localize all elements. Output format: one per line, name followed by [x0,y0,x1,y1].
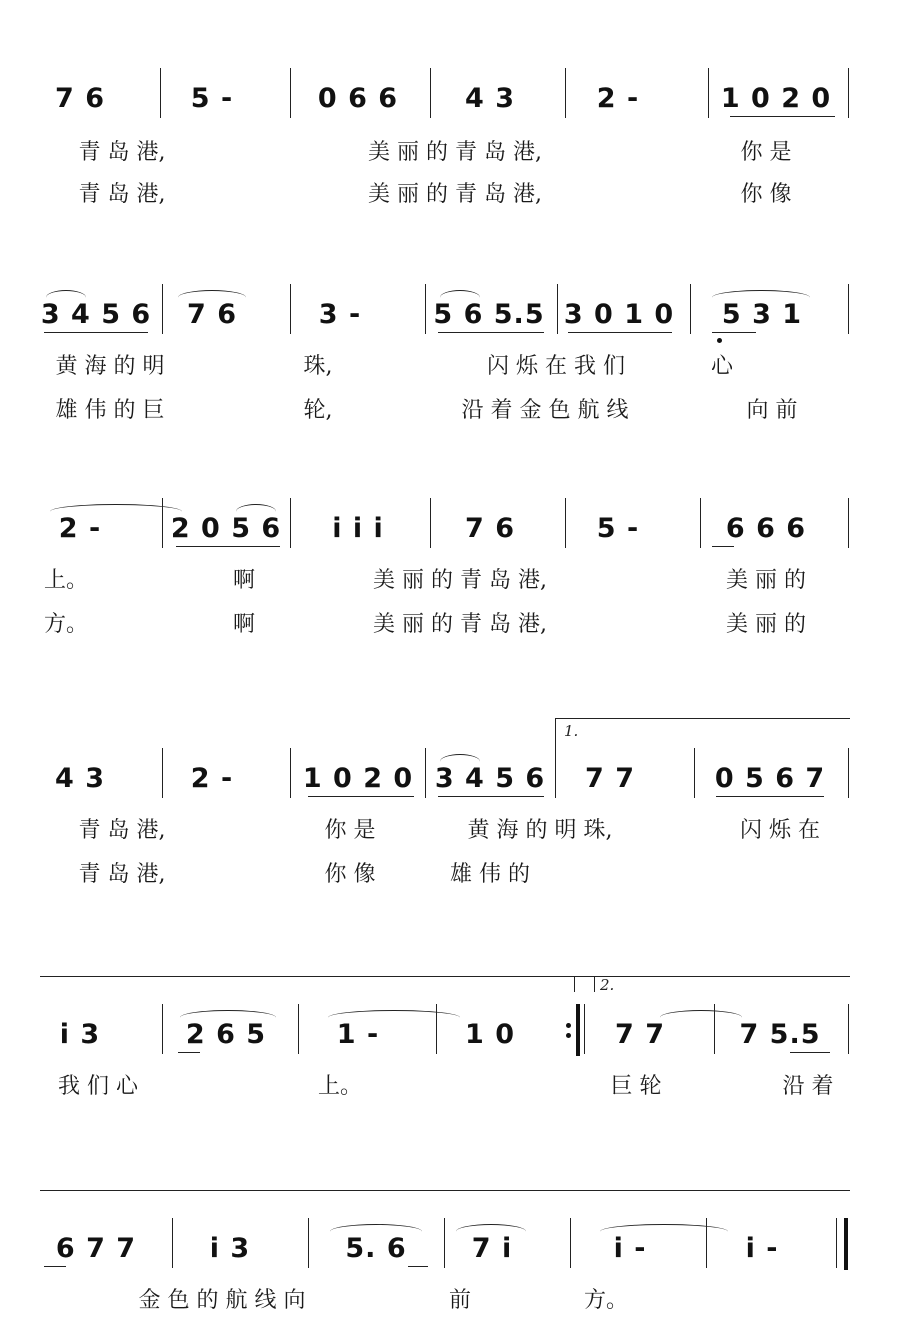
lyric-verse1: 我 们 心 [58,1074,138,1099]
score-system-6 [0,1232,900,1337]
measure-note: 3 - [318,299,362,330]
score-system-3 [0,512,900,726]
measure-note: 7 7 [585,763,635,794]
bar-line [700,498,701,548]
beam-underline [44,332,148,333]
lyric-verse2: 你 像 [324,862,376,887]
lyric-verse1: 美 丽 的 青 岛 港, [373,568,547,593]
bar-line [162,1004,163,1054]
measure-note: 6 6 6 [725,513,807,544]
beam-underline [44,1266,66,1267]
bar-line [298,1004,299,1054]
volta-bracket-line [555,718,850,719]
score-system-1 [0,82,900,296]
lyric-verse1: 啊 [232,568,256,593]
score-system-4 [0,722,900,976]
bar-line [690,284,691,334]
lyric-verse2: 青 岛 港, [78,862,166,887]
bar-line [570,1218,571,1268]
volta-bracket-hook [574,976,575,992]
bar-line [290,284,291,334]
bar-line [848,284,849,334]
measure-note: 7 6 [465,513,515,544]
lyric-verse2: 美 丽 的 青 岛 港, [373,612,547,637]
lyric-verse1: 你 是 [740,140,792,165]
lyric-verse1: 心 [710,354,734,379]
measure-note: i - [745,1233,779,1264]
lyric-verse1: 你 是 [324,818,376,843]
lyric-verse1: 方。 [583,1288,629,1313]
measure-note: 3 4 5 6 [40,299,152,330]
bar-line [430,498,431,548]
lyric-verse2: 美 丽 的 青 岛 港, [368,182,542,207]
measure-note: 0 5 6 7 [714,763,826,794]
bar-line [848,498,849,548]
beam-underline [730,116,835,117]
beam-underline [716,796,824,797]
measure-note: 7 5.5 [739,1019,821,1050]
beam-underline [178,1052,200,1053]
volta-label: 1. [564,722,579,740]
bar-line [290,748,291,798]
bar-line [565,68,566,118]
bar-line [308,1218,309,1268]
lyric-verse1: 上。 [317,1074,363,1099]
lyric-verse2: 向 前 [746,398,798,423]
bar-line [162,748,163,798]
lyric-verse2: 雄 伟 的 [450,862,530,887]
bar-line [160,68,161,118]
beam-underline [176,546,280,547]
measure-note: 3 4 5 6 [434,763,546,794]
lyric-verse2: 雄 伟 的 巨 [55,398,165,423]
beam-underline [438,332,544,333]
repeat-barline [576,1004,580,1056]
lyric-verse2: 青 岛 港, [78,182,166,207]
measure-note: i 3 [59,1019,101,1050]
beam-underline [408,1266,428,1267]
lyric-verse2: 方。 [43,612,89,637]
bar-line [557,284,558,334]
lyric-verse1: 珠, [303,354,333,379]
lyric-verse1: 美 丽 的 [726,568,806,593]
measure-note: 7 7 [615,1019,665,1050]
bar-line [584,1004,585,1054]
bar-line [555,748,556,798]
bar-line [444,1218,445,1268]
measure-note: 1 0 2 0 [302,763,414,794]
lyric-verse2: 轮, [303,398,333,423]
lyric-verse1: 美 丽 的 青 岛 港, [368,140,542,165]
lyric-verse1: 金 色 的 航 线 向 [138,1288,306,1313]
lyric-verse1: 闪 烁 在 我 们 [487,354,625,379]
bar-line [848,748,849,798]
measure-note: 6 7 7 [55,1233,137,1264]
measure-note: 7 i [471,1233,513,1264]
volta-bracket-hook [594,976,595,992]
beam-underline [790,1052,830,1053]
staff-rule [40,1190,850,1191]
volta-bracket-hook [555,718,556,750]
lyric-verse2: 美 丽 的 [726,612,806,637]
measure-note: 5 6 5.5 [433,299,545,330]
bar-line [162,498,163,548]
lyric-verse1: 上。 [43,568,89,593]
lyric-verse1: 闪 烁 在 [740,818,820,843]
measure-note: 5 - [190,83,234,114]
low-octave-dot [717,338,722,343]
measure-note: 3 0 1 0 [563,299,675,330]
beam-underline [568,332,672,333]
lyric-verse1: 黄 海 的 明 珠, [467,818,613,843]
beam-underline [438,796,544,797]
measure-note: 2 - [190,763,234,794]
lyric-verse1: 青 岛 港, [78,140,166,165]
beam-underline [308,796,414,797]
lyric-verse1: 黄 海 的 明 [55,354,165,379]
tie [660,1010,742,1025]
beam-underline [712,332,756,333]
measure-note: 1 0 2 0 [720,83,832,114]
measure-note: 7 6 [187,299,237,330]
measure-note: i 3 [209,1233,251,1264]
bar-line [425,748,426,798]
bar-line [694,748,695,798]
bar-line [565,498,566,548]
beam-underline [712,546,734,547]
lyric-verse2: 啊 [232,612,256,637]
lyric-verse1: 前 [448,1288,472,1313]
measure-note: 4 3 [55,763,105,794]
bar-line [848,1004,849,1054]
lyric-verse1: 沿 着 [782,1074,834,1099]
measure-note: 4 3 [465,83,515,114]
measure-note: 5. 6 [345,1233,407,1264]
bar-line [425,284,426,334]
lyric-verse1: 巨 轮 [610,1074,662,1099]
measure-note: 7 6 [55,83,105,114]
bar-line [708,68,709,118]
repeat-dots [566,1018,572,1043]
measure-note: 2 - [596,83,640,114]
final-bar-thin [836,1218,837,1268]
bar-line [706,1218,707,1268]
measure-note: 0 6 6 [317,83,399,114]
measure-note: 1 0 [465,1019,515,1050]
bar-line [848,68,849,118]
lyric-verse2: 沿 着 金 色 航 线 [461,398,629,423]
score-system-5 [0,976,900,1232]
bar-line [290,68,291,118]
measure-note: 2 0 5 6 [170,513,282,544]
bar-line [172,1218,173,1268]
final-barline [844,1218,848,1270]
measure-note: 1 - [336,1019,380,1050]
measure-note: i - [613,1233,647,1264]
score-system-2 [0,298,900,512]
bar-line [162,284,163,334]
lyric-verse2: 你 像 [740,182,792,207]
volta-bracket-line [40,976,850,977]
bar-line [714,1004,715,1054]
bar-line [436,1004,437,1054]
bar-line [290,498,291,548]
measure-note: 2 6 5 [185,1019,267,1050]
lyric-verse1: 青 岛 港, [78,818,166,843]
measure-note: 5 3 1 [721,299,803,330]
measure-note: i i i [332,513,384,544]
bar-line [430,68,431,118]
measure-note: 5 - [596,513,640,544]
volta-label: 2. [600,976,615,994]
measure-note: 2 - [58,513,102,544]
